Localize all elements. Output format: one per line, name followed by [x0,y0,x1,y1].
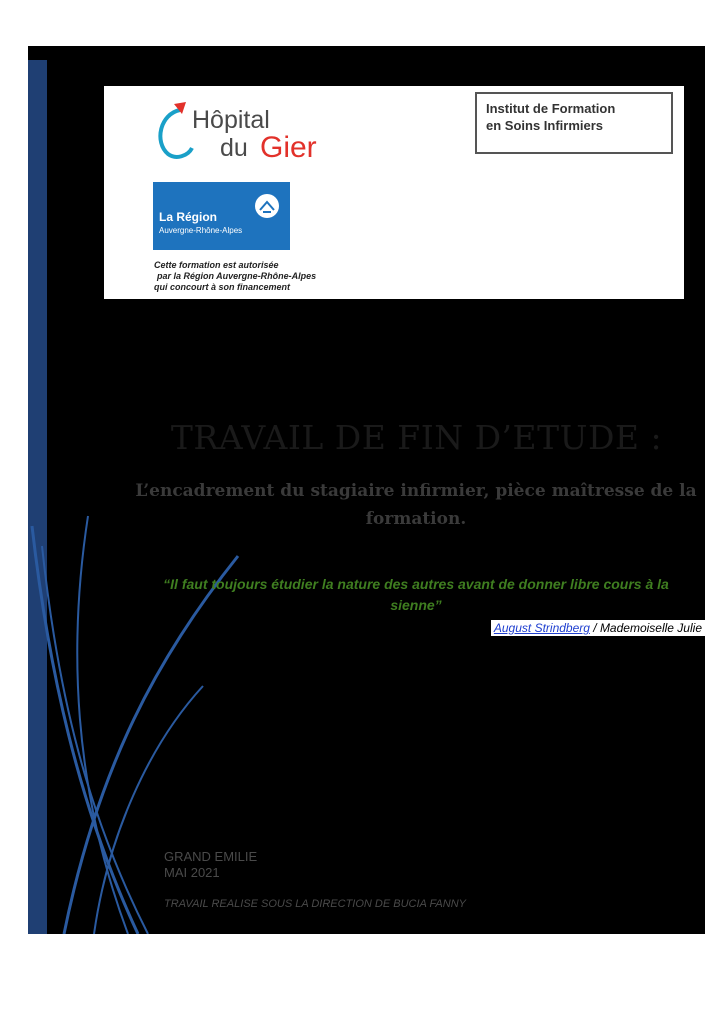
epigraph-quote: “Il faut toujours étudier la nature des autres avant de donner libre cours à la sienne” [163,576,669,613]
cover-page [28,46,705,934]
logo-header-band [104,86,684,299]
region-subtitle: Auvergne-Rhône-Alpes [159,226,243,235]
quote-attribution [491,620,705,636]
document-title: TRAVAIL DE FIN D’ETUDE : [170,418,663,457]
gier-word: Gier [260,131,317,164]
region-name: La Région [159,210,218,224]
hopital-swirl-icon [152,100,196,164]
authorization-note [154,260,414,293]
authorization-line: qui concourt à son financement [154,282,291,292]
authorization-line: Cette formation est autorisée [154,260,279,270]
hopital-du-gier-logo [152,96,342,176]
institute-line: Institut de Formation [486,101,616,116]
supervision-note: TRAVAIL REALISE SOUS LA DIRECTION DE BUCIA FANNY [164,898,466,910]
work-title: / Mademoiselle Julie [589,621,702,635]
du-word: du [220,134,248,162]
institute-line: en Soins Infirmiers [486,118,604,133]
authorization-line: par la Région Auvergne-Rhône-Alpes [157,271,317,281]
institute-box [475,92,673,154]
submission-date: MAI 2021 [164,865,220,880]
author-link[interactable]: August Strindberg [493,621,590,635]
region-logo [153,182,290,250]
document-subtitle: L’encadrement du stagiaire infirmier, pièce maîtresse de la formation. [135,481,697,529]
region-mountain-icon [255,194,279,218]
student-name: GRAND EMILIE [164,849,258,864]
hopital-word: Hôpital [192,106,270,134]
